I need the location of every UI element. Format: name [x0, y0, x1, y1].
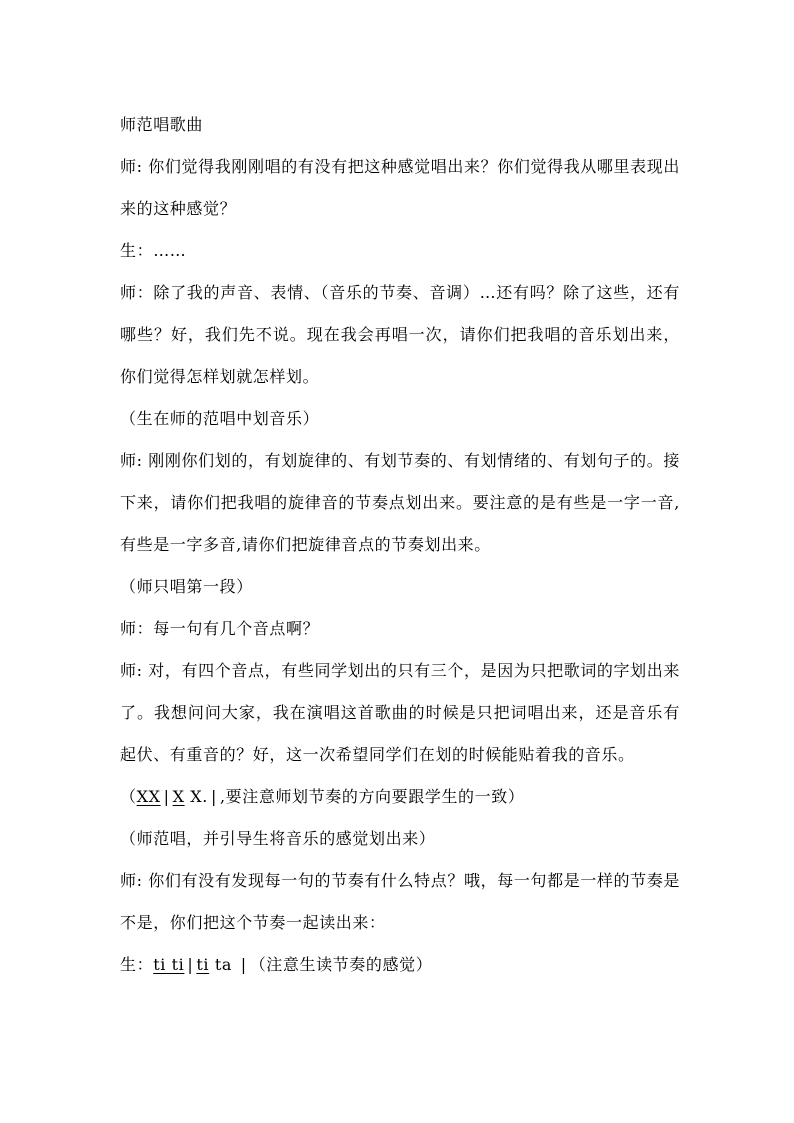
- paragraph: 师: 你们觉得我刚刚唱的有没有把这种感觉唱出来？你们觉得我从哪里表现出来的这种感觉？: [120, 157, 680, 218]
- rhythm-note-text: ,要注意师划节奏的方向要跟学生的一致）: [219, 787, 525, 806]
- syllable-ti: ti: [196, 955, 210, 974]
- paragraph: （师范唱，并引导生将音乐的感觉划出来）: [120, 829, 436, 848]
- student-prefix: 生：: [120, 955, 154, 974]
- paragraph: 生：……: [120, 241, 187, 260]
- barline: |: [240, 955, 247, 974]
- rhythm-note-xx: XX: [136, 787, 161, 806]
- rhythm-notation-line: [120, 776, 680, 818]
- syllable-ti-ti: ti ti: [153, 955, 185, 974]
- paragraph: 师: 刚刚你们划的，有划旋律的、有划节奏的、有划情绪的、有划句子的。接下来，请你们把我唱的旋律音的节奏点划出来。要注意的是有些是一字一音,有些是一字多音,请你们把旋律音点的节奏划出来。: [120, 451, 680, 554]
- rhythm-note-x-dot: X.: [184, 787, 208, 806]
- paragraph: （生在师的范唱中划音乐）: [120, 409, 320, 428]
- paragraph: （师只唱第一段）: [120, 577, 253, 596]
- student-note-text: （注意生读节奏的感觉）: [249, 955, 433, 974]
- barline: |: [210, 787, 217, 806]
- syllable-ta: ta: [209, 955, 238, 974]
- paragraph: 师：每一句有几个音点啊？: [120, 619, 320, 638]
- rhythm-open-paren: （: [120, 787, 137, 806]
- student-rhythm-line: [120, 944, 680, 986]
- barline: |: [187, 955, 194, 974]
- rhythm-note-x: X: [172, 787, 185, 806]
- paragraph: 师：除了我的声音、表情、（音乐的节奏、音调）…还有吗？除了这些，还有哪些？好，我们先不说。现在我会再唱一次，请你们把我唱的音乐划出来，你们觉得怎样划就怎样划。: [120, 283, 680, 386]
- paragraph: 师: 对，有四个音点，有些同学划出的只有三个，是因为只把歌词的字划出来了。我想问问大家，我在演唱这首歌曲的时候是只把词唱出来，还是音乐有起伏、有重音的？好，这一次希望同学们在划的时候能贴着我的音乐。: [120, 661, 680, 764]
- paragraph: 师: 你们有没有发现每一句的节奏有什么特点？哦，每一句都是一样的节奏是不是，你们把这个节奏一起读出来：: [120, 871, 680, 932]
- barline: |: [163, 787, 170, 806]
- document-body: [120, 104, 680, 986]
- paragraph-heading: 师范唱歌曲: [120, 115, 204, 134]
